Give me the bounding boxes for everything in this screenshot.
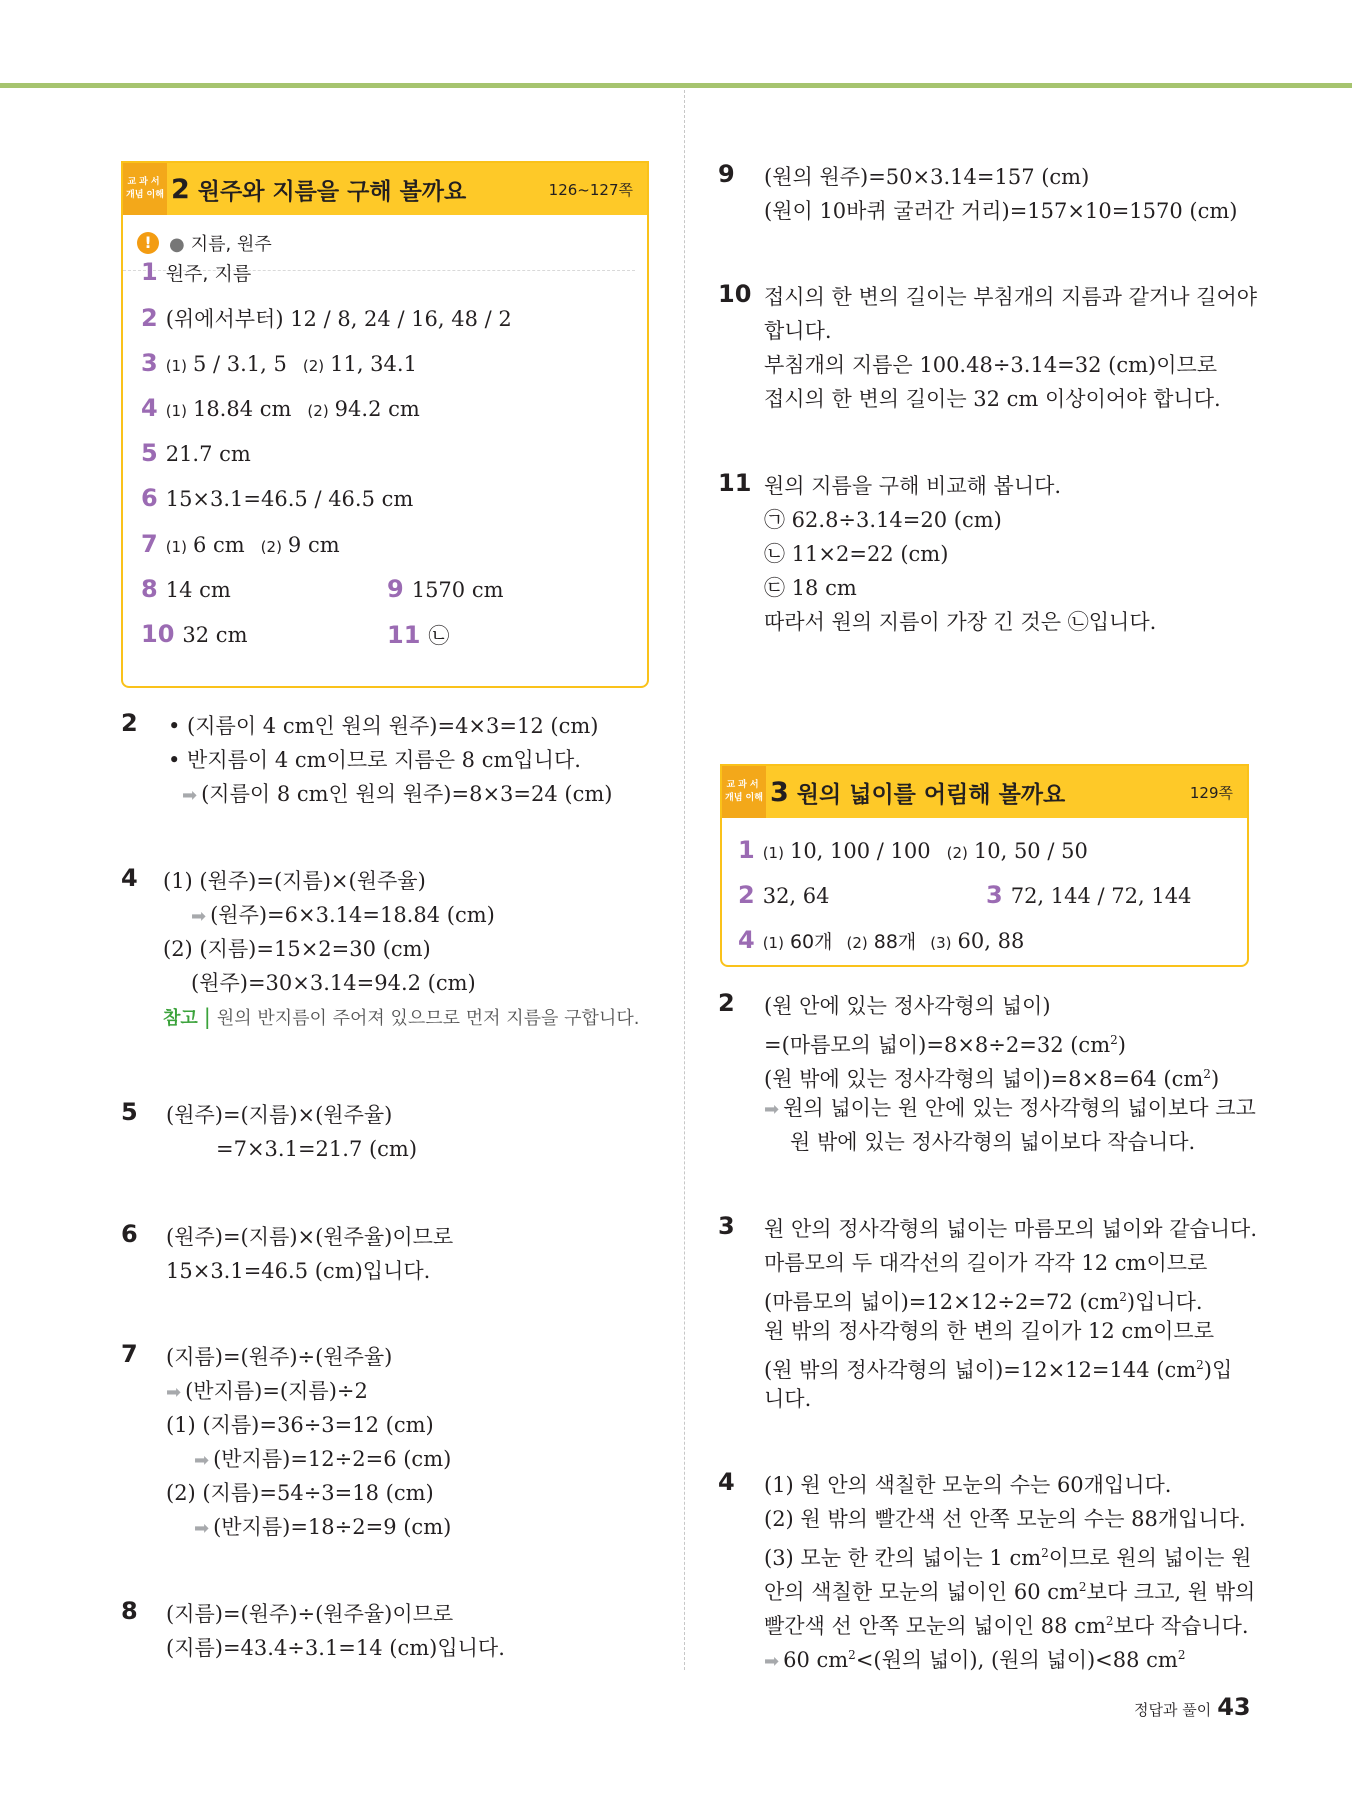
answer-11: 11 ㉡	[387, 621, 450, 649]
answer-10: 10 32 cm	[141, 620, 248, 648]
concept-row: ! ● 지름, 원주	[123, 215, 635, 271]
arrow-icon: ➡	[194, 1450, 210, 1471]
exclamation-icon: !	[137, 232, 159, 254]
arrow-icon: ➡	[166, 1382, 182, 1403]
page-footer	[1134, 1693, 1251, 1721]
textbook-badge: 교과서 개념 이해	[722, 766, 766, 818]
answer-6: 6 15×3.1=46.5 / 46.5 cm	[141, 484, 414, 512]
footer-label: 정답과 풀이	[1134, 1701, 1212, 1719]
answer-8: 8 14 cm	[141, 575, 231, 603]
answer-2: 2 (위에서부터) 12 / 8, 24 / 16, 48 / 2	[141, 304, 512, 332]
answer-box-section-2	[121, 161, 649, 688]
page-range: 126~127쪽	[548, 180, 633, 199]
answer-3: 3 72, 144 / 72, 144	[986, 881, 1192, 909]
arrow-icon: ➡	[194, 1518, 210, 1539]
section-title: 원주와 지름을 구해 볼까요	[197, 178, 467, 205]
arrow-icon: ➡	[764, 1099, 780, 1120]
answer-2: 2 32, 64	[738, 881, 830, 909]
arrow-icon: ➡	[182, 785, 198, 806]
concept-text: 지름, 원주	[190, 233, 272, 255]
section-number: 2	[171, 173, 190, 205]
section-title: 원의 넓이를 어림해 볼까요	[796, 781, 1066, 808]
note-label: 참고	[163, 1008, 198, 1029]
answer-3: 3 (1) 5 / 3.1, 5 (2) 11, 34.1	[141, 349, 417, 377]
box-header	[722, 766, 1247, 818]
answer-4: 4 (1) 18.84 cm (2) 94.2 cm	[141, 394, 420, 422]
answer-1: 1 원주, 지름	[141, 258, 252, 286]
page-number: 43	[1217, 1693, 1251, 1721]
column-divider	[684, 90, 685, 1670]
answer-5: 5 21.7 cm	[141, 439, 251, 467]
answer-4: 4 (1) 60개 (2) 88개 (3) 60, 88	[738, 926, 1025, 954]
top-rule	[0, 83, 1352, 88]
answer-1: 1 (1) 10, 100 / 100 (2) 10, 50 / 50	[738, 836, 1088, 864]
answer-7: 7 (1) 6 cm (2) 9 cm	[141, 530, 340, 558]
textbook-badge: 교과서 개념 이해	[123, 163, 167, 215]
arrow-icon: ➡	[764, 1651, 780, 1672]
box-header	[123, 163, 647, 215]
answer-9: 9 1570 cm	[387, 575, 504, 603]
answer-box-section-3	[720, 764, 1249, 967]
arrow-icon: ➡	[191, 906, 207, 927]
page-range: 129쪽	[1189, 783, 1233, 802]
section-number: 3	[770, 776, 789, 808]
